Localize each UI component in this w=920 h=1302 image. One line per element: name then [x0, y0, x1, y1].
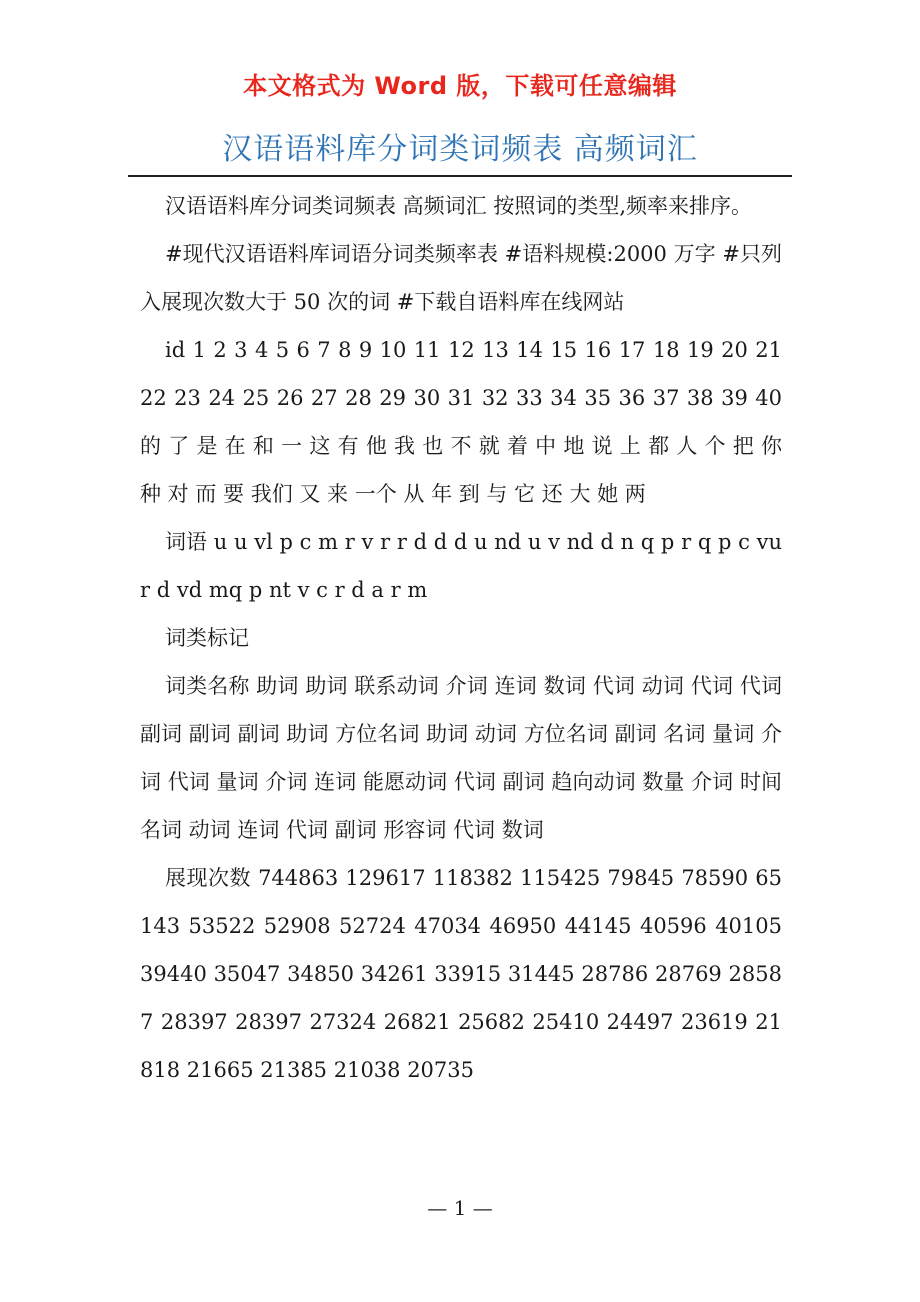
page-number: — 1 —: [427, 1196, 493, 1220]
pos-marker-heading: 词类标记: [165, 626, 249, 650]
format-notice-banner: 本文格式为 Word 版，下载可任意编辑: [243, 72, 677, 100]
pos-tags-paragraph: 词语 u u vl p c m r v r r d d d u nd u v nd d n q p r q p c vu r d vd mq p nt v c r d a r m: [140, 530, 782, 602]
id-word-list-paragraph: id 1 2 3 4 5 6 7 8 9 10 11 12 13 14 15 16 17 18 19 20 21 22 23 24 25 26 27 28 29 30 31 32 33 34 35 36 37 38 39 40 的 了 是 在 和 一 这 有 他 我 也 不 就 着 中 地 说 上 都 人 个 把 你 种 对 而 要 我们 又 来 一个 从 年 到 与 它 还 大 她 两: [140, 338, 782, 506]
corpus-info-paragraph: #现代汉语语料库词语分词类频率表 #语料规模:2000 万字 #只列入展现次数大于 50 次的词 #下载自语料库在线网站: [140, 242, 782, 314]
frequency-counts-paragraph: 展现次数 744863 129617 118382 115425 79845 78590 65143 53522 52908 52724 47034 46950 44145 40596 40105 39440 35047 34850 34261 33915 31445 28786 28769 28587 28397 28397 27324 26821 25682 25410 24497 23619 21818 21665 21385 21038 20735: [140, 866, 782, 1082]
title-divider: [128, 175, 792, 177]
intro-paragraph: 汉语语料库分词类词频表 高频词汇 按照词的类型,频率来排序。: [165, 194, 753, 218]
pos-names-paragraph: 词类名称 助词 助词 联系动词 介词 连词 数词 代词 动词 代词 代词 副词 副词 副词 助词 方位名词 助词 动词 方位名词 副词 名词 量词 介词 代词 量词 介词 连词 能愿动词 代词 副词 趋向动词 数量 介词 时间名词 动词 连词 代词 副词 形容词 代词 数词: [140, 674, 782, 842]
document-body: [140, 182, 782, 1094]
document-title: 汉语语料库分词类词频表 高频词汇: [222, 132, 698, 167]
